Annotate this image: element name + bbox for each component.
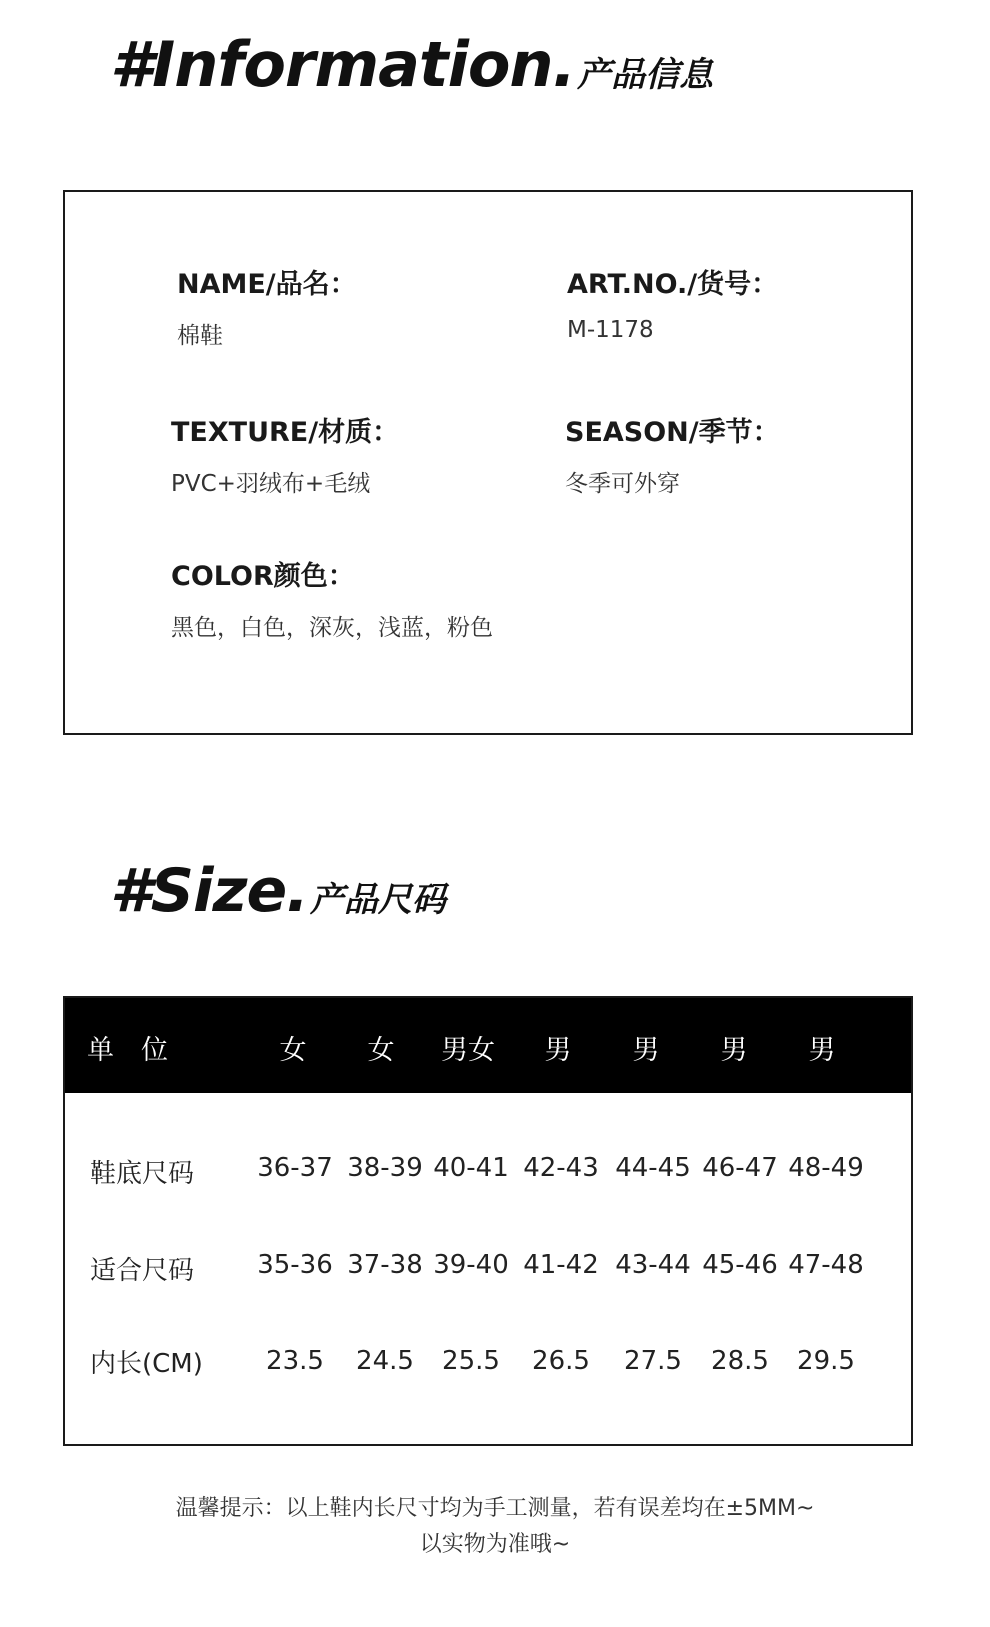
table-cell: 43-44 [615,1250,691,1280]
name-field [177,262,357,350]
season-label: SEASON/季节： [565,417,780,448]
table-cell: 24.5 [356,1346,414,1376]
table-cell: 44-45 [615,1153,691,1183]
header-col-7: 男 [808,1035,836,1066]
color-field [171,554,493,642]
row-label-sole-size: 鞋底尺码 [90,1159,195,1189]
size-table [63,996,913,1446]
measurement-note-line1: 温馨提示：以上鞋内长尺寸均为手工测量，若有误差均在±5MM~ [175,1496,815,1521]
name-value: 棉鞋 [177,323,223,349]
table-cell: 46-47 [702,1153,778,1183]
art-no-label: ART.NO./货号： [567,269,779,300]
product-info-panel [63,190,913,735]
texture-value: PVC+羽绒布+毛绒 [171,471,371,497]
header-col-3: 男女 [441,1035,495,1066]
table-cell: 39-40 [433,1250,509,1280]
table-cell: 27.5 [624,1346,682,1376]
table-cell: 42-43 [523,1153,599,1183]
texture-label: TEXTURE/材质： [171,417,400,448]
texture-field [171,410,399,498]
season-field [565,410,780,498]
information-heading-main: #Information. [110,28,576,101]
table-cell: 26.5 [532,1346,590,1376]
measurement-note-line2: 以实物为准哦~ [419,1532,571,1557]
information-heading [110,28,713,101]
color-value: 黑色，白色，深灰，浅蓝，粉色 [171,615,493,641]
art-no-field [567,262,778,343]
table-cell: 29.5 [797,1346,855,1376]
header-col-6: 男 [720,1035,748,1066]
table-cell: 23.5 [266,1346,324,1376]
name-label: NAME/品名： [177,269,357,300]
table-cell: 48-49 [788,1153,864,1183]
color-label: COLOR颜色： [171,561,355,592]
size-heading-main: #Size. [110,856,308,926]
table-cell: 47-48 [788,1250,864,1280]
row-label-inner-length: 内长(CM) [90,1349,203,1379]
table-cell: 37-38 [347,1250,423,1280]
size-heading [110,856,446,926]
table-cell: 36-37 [257,1153,333,1183]
information-heading-sub: 产品信息 [577,55,714,95]
size-heading-sub: 产品尺码 [309,880,446,920]
table-cell: 45-46 [702,1250,778,1280]
row-label-fit-size: 适合尺码 [90,1256,195,1286]
size-table-header [65,998,911,1093]
table-cell: 41-42 [523,1250,599,1280]
art-no-value: M-1178 [567,317,654,343]
header-col-1: 女 [279,1035,307,1066]
header-unit: 单 位 [87,1035,168,1066]
table-cell: 35-36 [257,1250,333,1280]
season-value: 冬季可外穿 [565,471,680,497]
header-col-4: 男 [544,1035,572,1066]
header-col-2: 女 [367,1035,395,1066]
table-cell: 40-41 [433,1153,509,1183]
table-cell: 38-39 [347,1153,423,1183]
header-col-5: 男 [632,1035,660,1066]
table-cell: 28.5 [711,1346,769,1376]
table-cell: 25.5 [442,1346,500,1376]
